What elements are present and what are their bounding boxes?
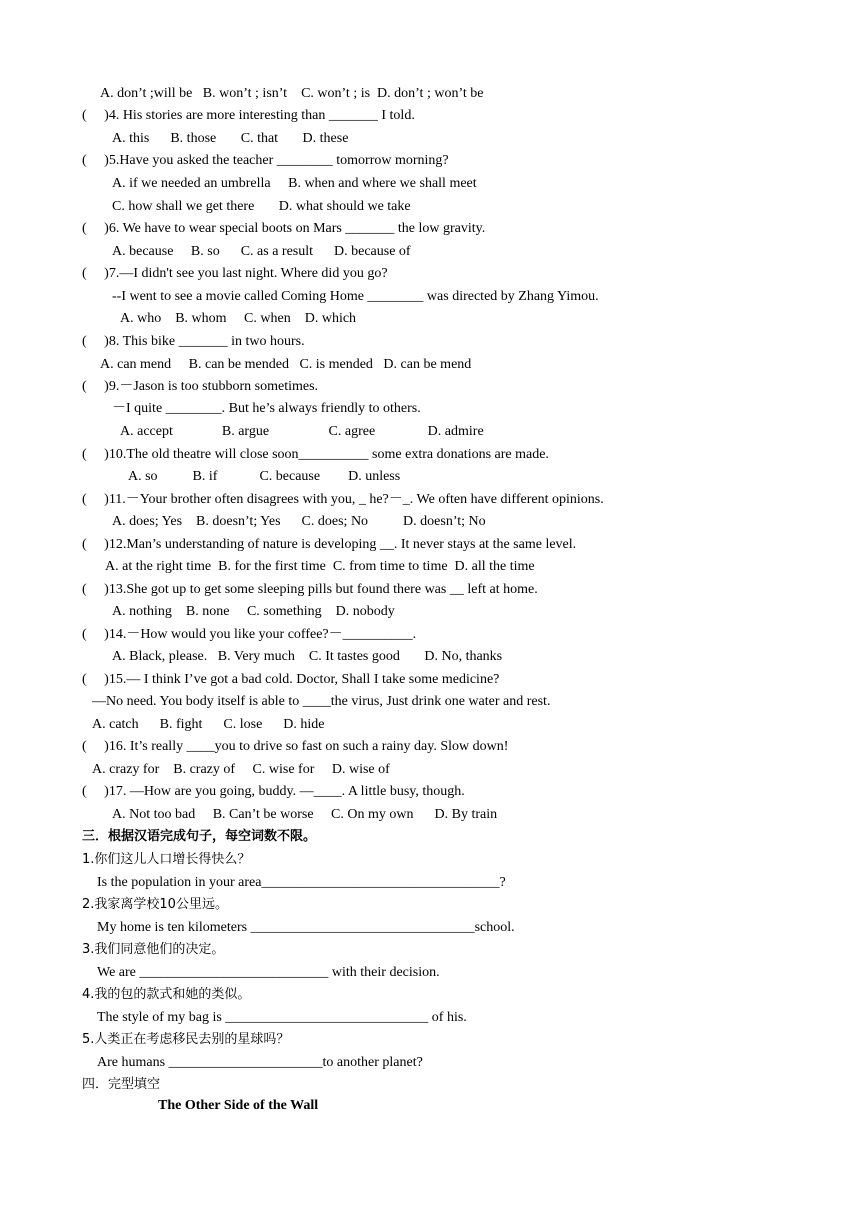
- section-4-heading: 四．完型填空: [82, 1077, 161, 1092]
- q13-question: ( )13.She got up to get some sleeping pills but found there was __ left at home.: [82, 582, 538, 597]
- s3-item2-english: My home is ten kilometers ________________________________school.: [97, 920, 515, 935]
- q13-options: A. nothing B. none C. something D. nobody: [112, 604, 395, 619]
- passage-title: The Other Side of the Wall: [158, 1098, 319, 1113]
- section-3-heading: 三．根据汉语完成句子，每空词数不限。: [82, 829, 317, 844]
- s3-item2-chinese: 2.我家离学校10公里远。: [82, 897, 228, 912]
- q5-question: ( )5.Have you asked the teacher ________ tomorrow morning?: [82, 153, 449, 168]
- q11-question: ( )11.－Your brother often disagrees with you, _ he?－_. We often have different opinions.: [82, 492, 604, 507]
- q16-question: ( )16. It’s really ____you to drive so fast on such a rainy day. Slow down!: [82, 739, 509, 754]
- q10-options: A. so B. if C. because D. unless: [128, 469, 401, 484]
- q7-question: ( )7.—I didn't see you last night. Where did you go?: [82, 266, 388, 281]
- s3-item3-chinese: 3.我们同意他们的决定。: [82, 942, 225, 957]
- q15-question: ( )15.— I think I’ve got a bad cold. Doctor, Shall I take some medicine?: [82, 672, 500, 687]
- q12-options: A. at the right time B. for the first time C. from time to time D. all the time: [105, 559, 535, 574]
- s3-item3-english: We are ___________________________ with their decision.: [97, 965, 440, 980]
- q9-reply: －I quite ________. But he’s always friendly to others.: [112, 401, 421, 416]
- q3-options: A. don’t ;will be B. won’t ; isn’t C. won’t ; is D. don’t ; won’t be: [100, 86, 484, 101]
- q11-options: A. does; Yes B. doesn’t; Yes C. does; No D. doesn’t; No: [112, 514, 486, 529]
- q8-options: A. can mend B. can be mended C. is mended D. can be mend: [100, 357, 472, 372]
- q16-options: A. crazy for B. crazy of C. wise for D. wise of: [92, 762, 390, 777]
- q5-options-cd: C. how shall we get there D. what should we take: [112, 199, 411, 214]
- q17-options: A. Not too bad B. Can’t be worse C. On my own D. By train: [112, 807, 498, 822]
- q15-reply: —No need. You body itself is able to ____the virus, Just drink one water and rest.: [92, 694, 551, 709]
- q7-options: A. who B. whom C. when D. which: [120, 311, 357, 326]
- q15-options: A. catch B. fight C. lose D. hide: [92, 717, 325, 732]
- q10-question: ( )10.The old theatre will close soon__________ some extra donations are made.: [82, 447, 549, 462]
- q9-question: ( )9.－Jason is too stubborn sometimes.: [82, 379, 319, 394]
- q14-options: A. Black, please. B. Very much C. It tastes good D. No, thanks: [112, 649, 503, 664]
- q6-question: ( )6. We have to wear special boots on Mars _______ the low gravity.: [82, 221, 486, 236]
- q4-question: ( )4. His stories are more interesting than _______ I told.: [82, 108, 415, 123]
- q5-options-ab: A. if we needed an umbrella B. when and where we shall meet: [112, 176, 477, 191]
- q14-question: ( )14.－How would you like your coffee?－__________.: [82, 627, 417, 642]
- q7-reply: --I went to see a movie called Coming Home ________ was directed by Zhang Yimou.: [112, 289, 599, 304]
- s3-item1-english: Is the population in your area__________________________________?: [97, 875, 506, 890]
- q4-options: A. this B. those C. that D. these: [112, 131, 349, 146]
- q8-question: ( )8. This bike _______ in two hours.: [82, 334, 305, 349]
- s3-item4-english: The style of my bag is _____________________________ of his.: [97, 1010, 467, 1025]
- q17-question: ( )17. —How are you going, buddy. —____. A little busy, though.: [82, 784, 465, 799]
- s3-item1-chinese: 1.你们这儿人口增长得快么？: [82, 852, 251, 867]
- q9-options: A. accept B. argue C. agree D. admire: [120, 424, 484, 439]
- q12-question: ( )12.Man’s understanding of nature is developing __. It never stays at the same level.: [82, 537, 577, 552]
- s3-item5-chinese: 5.人类正在考虑移民去别的星球吗？: [82, 1032, 290, 1047]
- q6-options: A. because B. so C. as a result D. because of: [112, 244, 411, 259]
- s3-item5-english: Are humans ______________________to another planet?: [97, 1055, 423, 1070]
- s3-item4-chinese: 4.我的包的款式和她的类似。: [82, 987, 251, 1002]
